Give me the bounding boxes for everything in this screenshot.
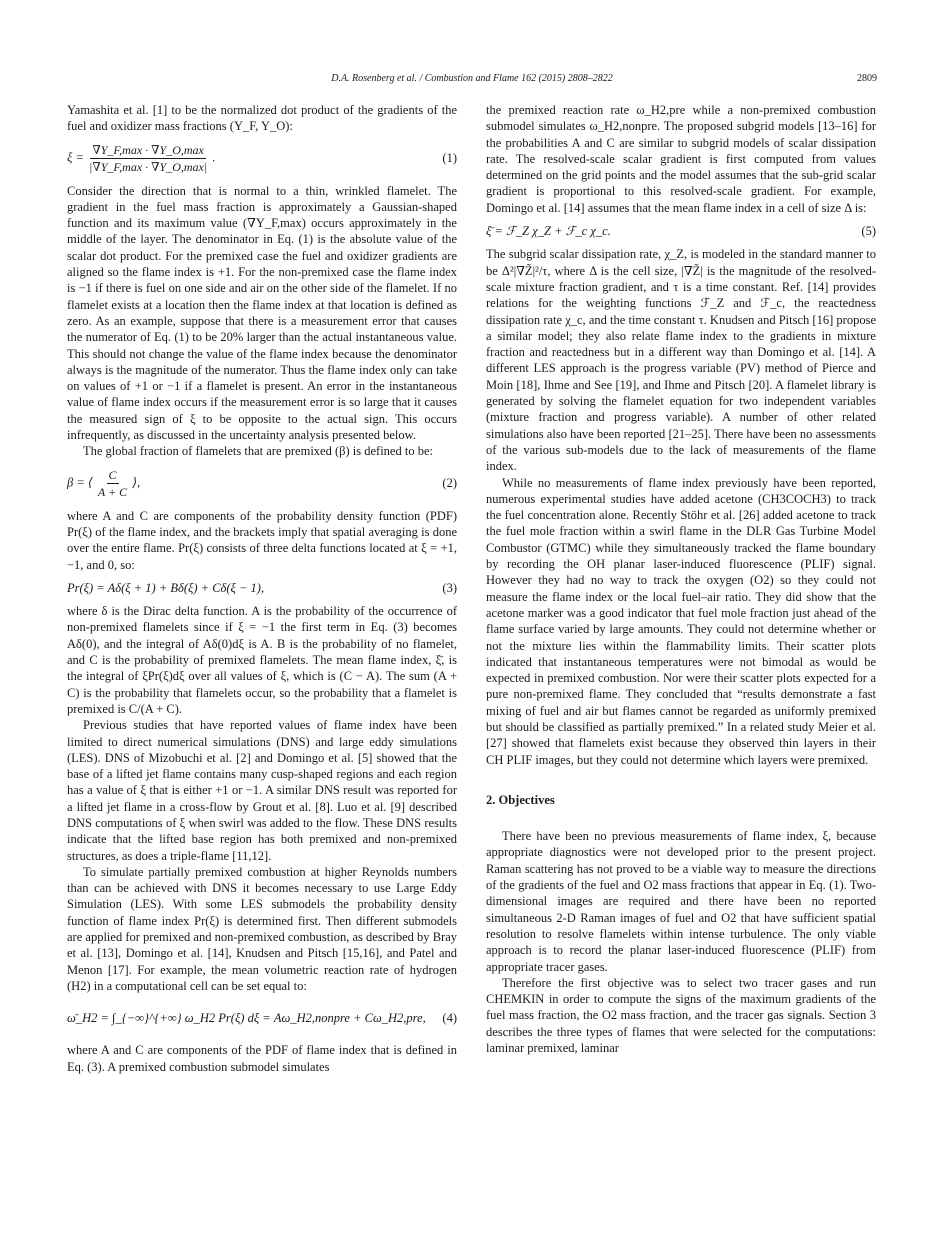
eq5-body: ξ̄ = ℱ_Z χ_Z + ℱ_c χ_c.: [486, 224, 611, 239]
paragraph: where A and C are components of the PDF of flame index that is defined in Eq. (3). A premixed combustion submodel simulates: [67, 1043, 457, 1074]
eq1-fraction: [87, 142, 209, 176]
paragraph: where δ is the Dirac delta function. A is the probability of the occurrence of non-premixed flamelets since if ξ = −1 the first term in Eq. (3) becomes Aδ(0), and the integral of Aδ(0)dξ is A. B is the probability of no flamelet, and C is the probability of premixed flamelets. The mean flame index, ξ̄, is the integral of ξPr(ξ)dξ over all values of ξ, which is (C − A). The sum (A + C) is the probability that flamelets occur, so the probability that a flamelet is premixed is C/(A + C).: [67, 604, 457, 716]
journal-citation: D.A. Rosenberg et al. / Combustion and Flame 162 (2015) 2808–2822: [331, 73, 613, 84]
right-column: [486, 102, 876, 1056]
eq2-fraction: [96, 467, 129, 501]
paragraph: The subgrid scalar dissipation rate, χ_Z, is modeled in the standard manner to be Δ²|∇Z̃|²/τ, where Δ is the cell size, |∇Z̃| is the magnitude of the resolved-scale mixture fraction gradient, and τ is a time constant. Ref. [14] provides relations for the weighting functions ℱ_Z and ℱ_c, the reactedness dissipation rate χ_c, and the time constant τ. Knudsen and Pitsch [16] propose a similar model; they also relate flame index to the gradients in mixture fraction and reactedness but in a different way than Domingo et al. [14]. A different LES approach is the progress variable (PV) method of Pierce and Moin [18], Ihme and See [19], and Ihme and Pitsch [20]. A flamelet library is generated by solving the flamelet equation for two independent variables (mixture fraction and progress variable). A number of other related simulations also have been reported [21–25]. There have been no assessments of the various sub-models due to the lack of measurements of the flame index.: [486, 247, 876, 474]
paragraph: The global fraction of flamelets that are premixed (β) is defined to be:: [83, 444, 433, 459]
equation-5: [486, 223, 876, 239]
equation-number: (5): [861, 224, 876, 239]
section-heading: 2. Objectives: [486, 792, 555, 807]
equation-4: [67, 1001, 457, 1035]
equation-number: (3): [442, 580, 457, 595]
paragraph: To simulate partially premixed combustion at higher Reynolds numbers than can be achieved with DNS it becomes necessary to use Large Eddy Simulation (LES). With some LES submodels the probability density function of flame index Pr(ξ) is determined first. Then different submodels are applied for premixed and non-premixed combustion, as described by Bray et al. [13], Domingo et al. [14], Knudsen and Pitsch [15,16], and Patel and Menon [17]. For example, the mean volumetric reaction rate of hydrogen (H2) in a computational cell can be set equal to:: [67, 864, 457, 993]
running-header: [67, 73, 877, 87]
equation-number: (2): [442, 476, 457, 491]
equation-number: (4): [442, 1011, 457, 1026]
eq4-body: ω̄_H2 = ∫_{−∞}^{+∞} ω_H2 Pr(ξ) dξ = Aω_H2,nonpre + Cω_H2,pre,: [67, 1011, 426, 1026]
paragraph: There have been no previous measurements of flame index, ξ, because appropriate diagnostics were not developed prior to the present project. Raman scattering has not proved to be a viable way to measure the directions of the gradients of the fuel and O2 mass fractions that appear in Eq. (1). Two-dimensional images are required and there have been no reported simultaneous 2-D Raman images of fuel and O2 that have sufficient spatial resolution to resolve flamelets within intense turbulence. The only viable approach is to record the planar laser-induced fluorescence (PLIF) from appropriate tracer gases.: [486, 829, 876, 974]
equation-2: [67, 467, 457, 501]
eq2-lhs: β = ⟨: [67, 475, 93, 490]
paragraph: Yamashita et al. [1] to be the normalized dot product of the gradients of the fuel and oxidizer mass fractions (Y_F, Y_O):: [67, 103, 457, 134]
eq3-body: Pr(ξ) = Aδ(ξ + 1) + Bδ(ξ) + Cδ(ξ − 1),: [67, 580, 265, 595]
equation-number: (1): [442, 151, 457, 166]
paragraph: where A and C are components of the probability density function (PDF) Pr(ξ) of the flame index, and the brackets imply that spatial averaging is done over the entire flame. Pr(ξ) consists of three delta functions located at ξ = +1, −1, and 0, so:: [67, 508, 457, 572]
equation-1: [67, 142, 457, 176]
paragraph: Previous studies that have reported values of flame index have been limited to direct numerical simulations (DNS) and large eddy simulations (LES). DNS of Mizobuchi et al. [2] and Domingo et al. [5] showed that the base of a lifted jet flame contains many cusp-shaped regions and each region has a value of ξ that is either +1 or −1. A similar DNS result was reported for a lifted jet flame in a cross-flow by Grout et al. [8]. Luo et al. [9] described DNS computations of ξ when swirl was added to the flow. These DNS results indicate that the lifted base region has both premixed and non-premixed structures, as does a triple-flame [11,12].: [67, 718, 457, 863]
eq2-numerator: C: [107, 467, 119, 484]
paragraph: Consider the direction that is normal to a thin, wrinkled flamelet. The gradient in the fuel mass fraction is approximately a Gaussian-shaped function and its maximum value (∇Y_F,max) occurs approximately in the middle of the layer. The denominator in Eq. (1) is the absolute value of the scalar dot product. For the premixed case the fuel and oxidizer gradients are aligned so the flame index is +1. For the non-premixed case the flame index is −1 if there is fuel on one side and air on the other side of the flamelet. If no flamelet exists at a location then the flame index at that location is defined as zero. As an example, suppose that there is a measurement error that causes the numerator of Eq. (1) to be 20% larger than the actual instantaneous value. This should not change the value of the flame index because the denominator always is the magnitude of the numerator. Thus the flame index only can take on values of +1 or −1 if a flamelet is present. An error in the instantaneous value of flame index occurs if the measurement error is so large that it causes the measured sign of ξ to be opposite to the actual sign. This occurs infrequently, as discussed in the uncertainty analysis presented below.: [67, 183, 457, 443]
eq1-denominator: |∇Y_F,max · ∇Y_O,max|: [89, 160, 208, 175]
eq2-tail: ⟩,: [132, 475, 141, 490]
paragraph: Therefore the first objective was to select two tracer gases and run CHEMKIN in order to compute the signs of the maximum gradients of the fuel mass fraction, the O2 mass fraction, and the tracer gas signals. Section 3 describes the three types of flames that were selected for the computations: laminar premixed, laminar: [486, 975, 876, 1056]
left-column: [67, 102, 457, 1075]
equation-3: [67, 580, 457, 596]
eq1-lhs: ξ =: [67, 150, 84, 165]
page-number: 2809: [857, 73, 877, 84]
paragraph: While no measurements of flame index previously have been reported, numerous experimental studies have added acetone (CH3COCH3) to track the fuel concentration alone. Recently Stöhr et al. [26] added acetone to track the fuel mole fraction within a swirl flame in the DLR Gas Turbine Model Combustor (GTMC) while they simultaneously tracked the flame boundary by recording the OH planar laser-induced fluorescence (PLIF) signal. However they had no way to track the oxygen (O2) so they could not measure the flame index or the local fuel–air ratio. They did show that the acetone marker was a good indicator that fuel mole fraction just ahead of the flame surface varied by large amounts. They could not determine whether or not the mixture lies within the flammability limits. Their scatter plots indicated that instantaneous temperatures were not bimodal as would be expected in premixed combustion. Nor were their scatter plots expected for a pure non-premixed flame. They concluded that “results demonstrate a fast mixing of fuel and air but flames cannot be regarded as uniformly premixed but should be classified as partially premixed.” In a related study Meier et al. [27] showed that flamelets exist because they observed thin layers in their CH PLIF images, but they could not determine which layers were premixed.: [486, 475, 876, 767]
paragraph: the premixed reaction rate ω_H2,pre while a non-premixed combustion submodel simulates ω_H2,nonpre. The proposed subgrid models [13–16] for the probabilities A and C are similar to subgrid models of scalar dissipation rate. The resolved-scale scalar gradient is first computed from values determined on the grid points and the model assumes that the sub-grid scalar gradient is proportional to this resolved-scale gradient. For example, Domingo et al. [14] assumes that the mean flame index in a cell of size Δ is:: [486, 103, 876, 215]
eq1-tail: .: [212, 150, 216, 165]
eq1-numerator: ∇Y_F,max · ∇Y_O,max: [90, 142, 206, 159]
eq2-denominator: A + C: [97, 485, 128, 500]
